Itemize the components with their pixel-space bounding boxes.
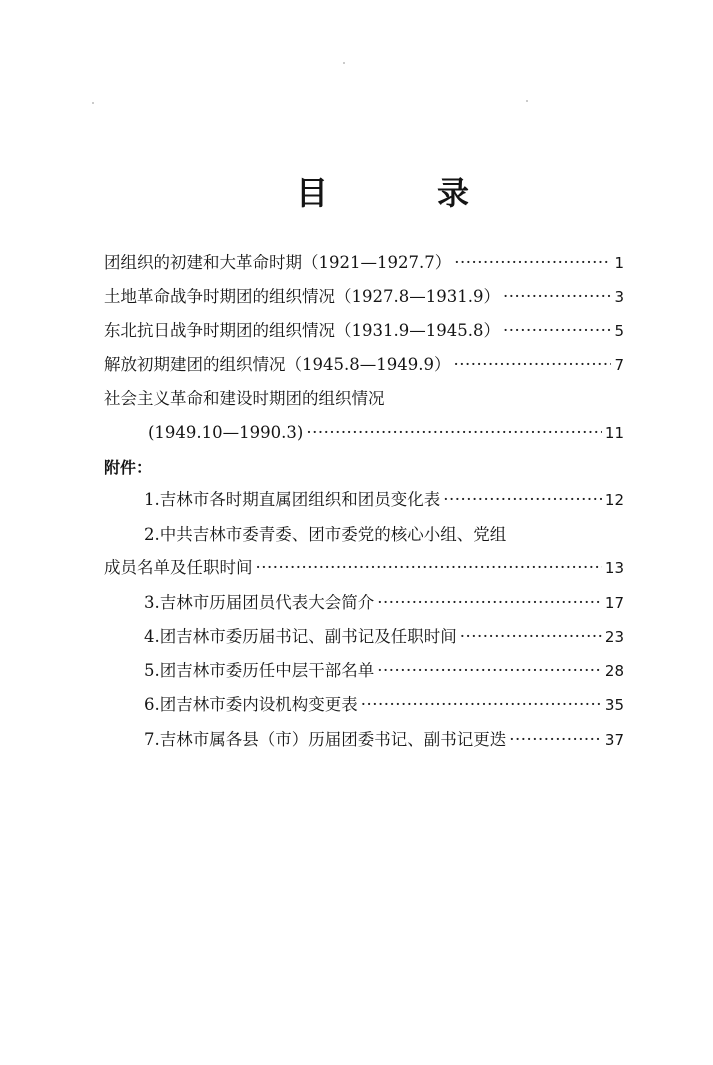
title-char-2: 录 (437, 174, 470, 212)
appendix-entry-page: 37 (604, 731, 624, 749)
leader-dots (503, 283, 611, 311)
leader-dots (361, 691, 602, 719)
appendix-entry-page: 35 (604, 696, 624, 714)
appendix-entry-title: 成员名单及任职时间 (104, 558, 253, 577)
toc-entry-title: 土地革命战争时期团的组织情况（1927.8—1931.9） (104, 287, 500, 306)
appendix-entry[interactable] (144, 726, 624, 754)
appendix-heading: 附件： (104, 458, 153, 477)
appendix-entry-title: 3.吉林市历届团员代表大会简介 (144, 593, 375, 612)
appendix-entry[interactable] (144, 589, 624, 617)
toc-entry[interactable] (104, 283, 624, 311)
toc-entry[interactable] (104, 317, 624, 345)
toc-entry-page: 1 (614, 254, 624, 272)
toc-entry-title-line[interactable]: 社会主义革命和建设时期团的组织情况 (104, 389, 385, 408)
appendix-entry-title-line[interactable]: 2.中共吉林市委青委、团市委党的核心小组、党组 (144, 525, 507, 544)
appendix-entry-page: 13 (604, 559, 624, 577)
leader-dots (377, 657, 602, 685)
leader-dots (256, 554, 602, 582)
appendix-entry-page: 28 (604, 662, 624, 680)
leader-dots (306, 419, 602, 447)
leader-dots (377, 589, 602, 617)
toc-entry-page: 7 (614, 356, 624, 374)
toc-entry-page: 11 (604, 424, 624, 442)
appendix-entry[interactable] (144, 623, 624, 651)
appendix-entry-title: 1.吉林市各时期直属团组织和团员变化表 (144, 490, 441, 509)
toc-entry[interactable] (104, 351, 624, 379)
toc-entry-title: (1949.10—1990.3) (148, 423, 304, 442)
appendix-entry-title: 7.吉林市属各县（市）历届团委书记、副书记更迭 (144, 730, 507, 749)
appendix-entry-page: 17 (604, 594, 624, 612)
appendix-entry[interactable] (144, 657, 624, 685)
leader-dots (460, 623, 602, 651)
toc-entry[interactable] (104, 249, 624, 277)
leader-dots (454, 249, 611, 277)
title-char-1: 目 (296, 174, 329, 212)
appendix-entry-page: 23 (604, 628, 624, 646)
appendix-entry-title: 6.团吉林市委内设机构变更表 (144, 695, 358, 714)
toc-entry[interactable] (148, 419, 624, 447)
leader-dots (453, 351, 611, 379)
appendix-entry-page: 12 (604, 491, 624, 509)
toc-entry-title: 东北抗日战争时期团的组织情况（1931.9—1945.8） (104, 321, 500, 340)
appendix-entry[interactable] (144, 486, 624, 514)
leader-dots (503, 317, 611, 345)
leader-dots (509, 726, 602, 754)
appendix-entry-title: 4.团吉林市委历届书记、副书记及任职时间 (144, 627, 457, 646)
toc-entry-title: 团组织的初建和大革命时期（1921—1927.7） (104, 253, 452, 272)
leader-dots (443, 486, 602, 514)
appendix-entry[interactable] (144, 691, 624, 719)
toc-entry-title: 解放初期建团的组织情况（1945.8—1949.9） (104, 355, 451, 374)
appendix-entry-title: 5.团吉林市委历任中层干部名单 (144, 661, 375, 680)
toc-entry-page: 5 (614, 322, 624, 340)
page-title (0, 168, 713, 218)
toc-entry-page: 3 (614, 288, 624, 306)
appendix-entry[interactable] (104, 554, 624, 582)
